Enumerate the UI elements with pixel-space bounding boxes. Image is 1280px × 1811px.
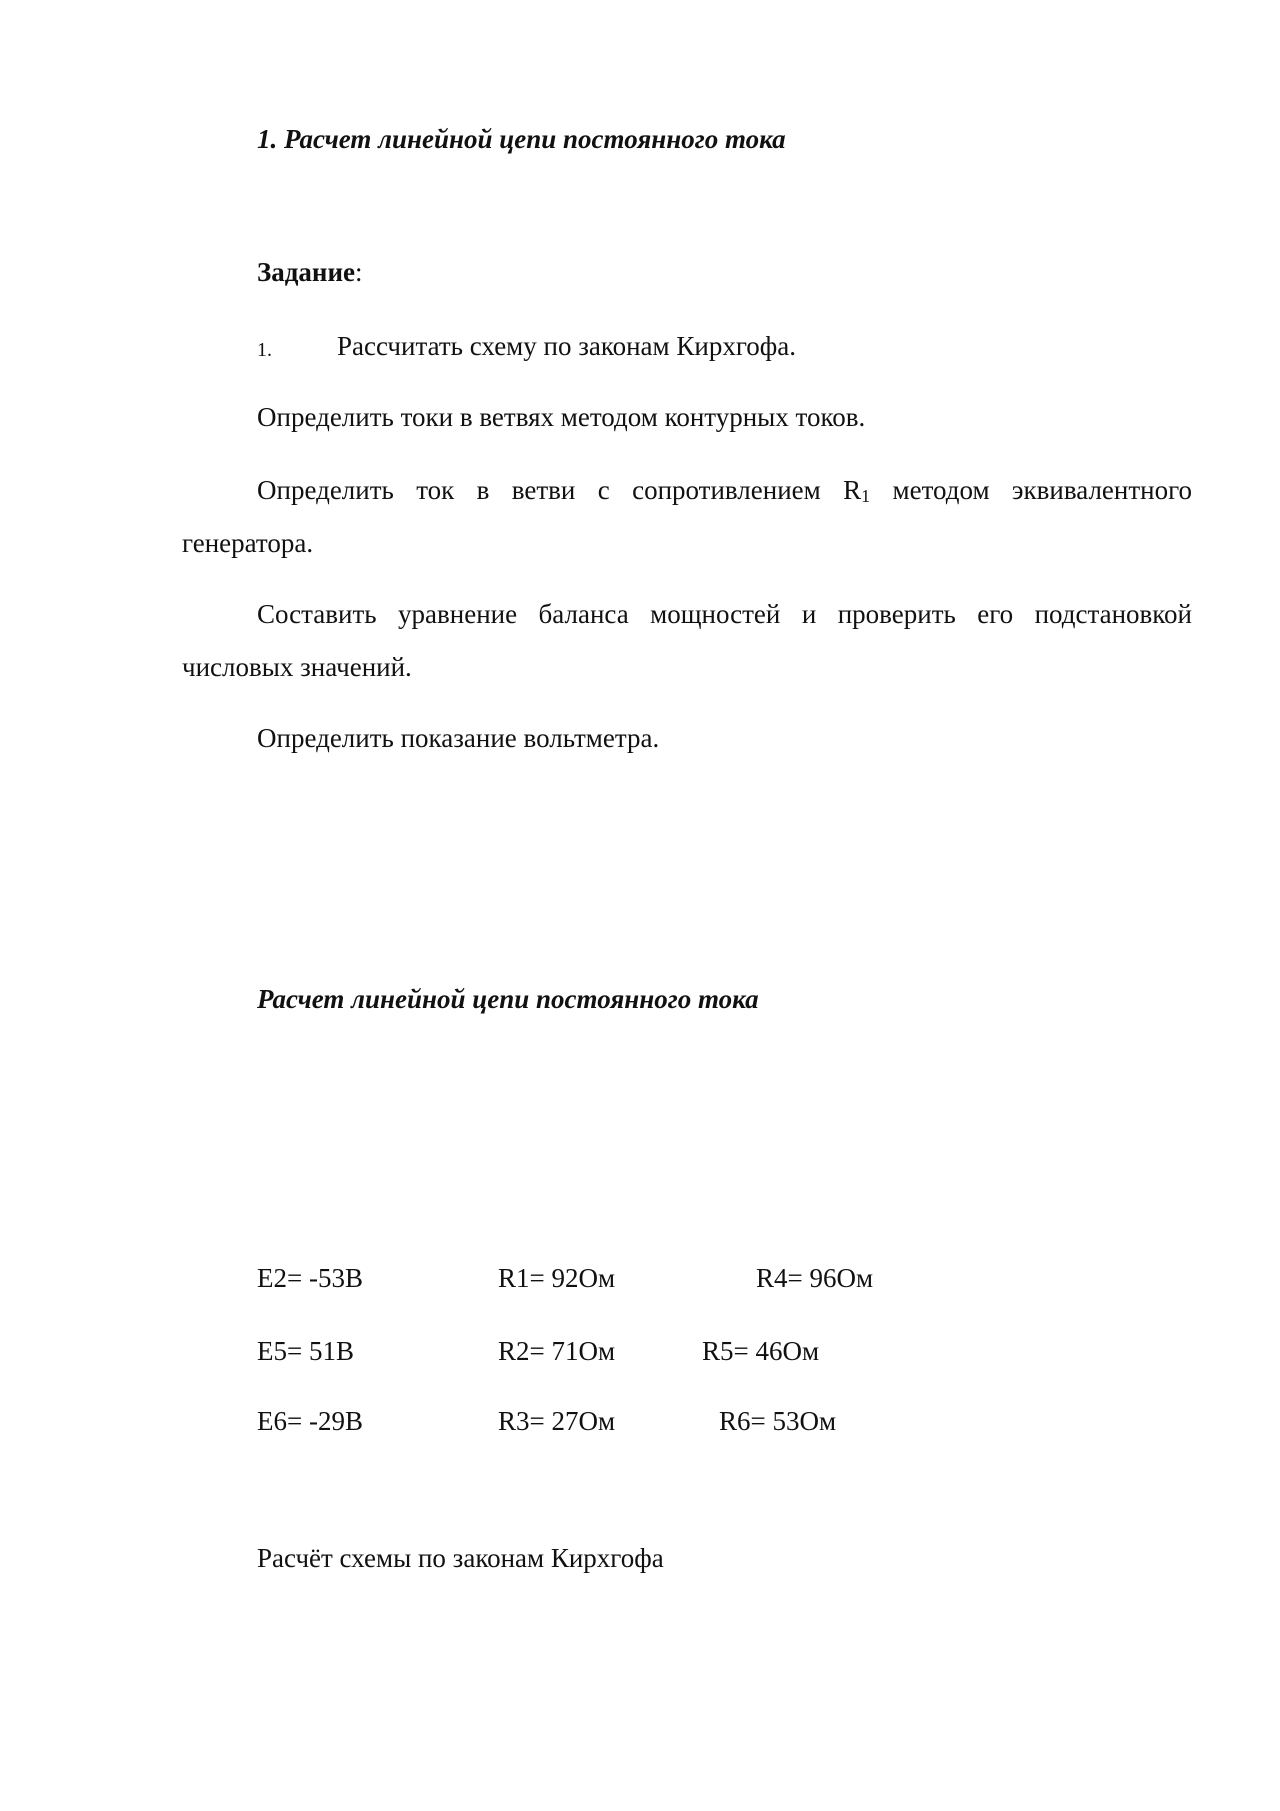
param-e6: E6= -29В <box>257 1406 363 1436</box>
section-title: 1. Расчет линейной цепи постоянного тока <box>257 124 786 154</box>
param-r5: R5= 46Ом <box>702 1336 820 1366</box>
paragraph-power-balance: Составить уравнение баланса мощностей и проверить его подстановкой <box>257 599 1192 629</box>
task-colon: : <box>355 257 363 287</box>
param-r2: R2= 71Ом <box>498 1336 616 1366</box>
paragraph-contour-currents: Определить токи в ветвях методом контурных токов. <box>257 402 866 432</box>
param-r6: R6= 53Ом <box>719 1406 837 1436</box>
paragraph-continuation: генератора. <box>182 528 314 558</box>
paragraph-text: Определить ток в ветви с сопротивлением R <box>257 475 862 505</box>
param-e5: E5= 51В <box>257 1336 354 1366</box>
calc-title: Расчет линейной цепи постоянного тока <box>257 984 759 1014</box>
param-r4: R4= 96Ом <box>756 1263 874 1293</box>
param-e2: E2= -53В <box>257 1263 363 1293</box>
subscript: 1 <box>861 486 871 506</box>
paragraph-continuation: числовых значений. <box>182 652 412 682</box>
list-item-text: Рассчитать схему по законам Кирхгофа. <box>337 331 796 361</box>
paragraph-voltmeter: Определить показание вольтметра. <box>257 723 660 753</box>
param-r3: R3= 27Ом <box>498 1406 616 1436</box>
paragraph-text: методом эквивалентного <box>870 475 1192 505</box>
kirchhoff-heading: Расчёт схемы по законам Кирхгофа <box>257 1543 664 1573</box>
task-heading <box>257 256 363 288</box>
task-label: Задание <box>257 257 356 287</box>
paragraph-equivalent-generator <box>257 474 1192 506</box>
param-r1: R1= 92Ом <box>498 1263 616 1293</box>
list-item-number: 1. <box>257 339 272 361</box>
